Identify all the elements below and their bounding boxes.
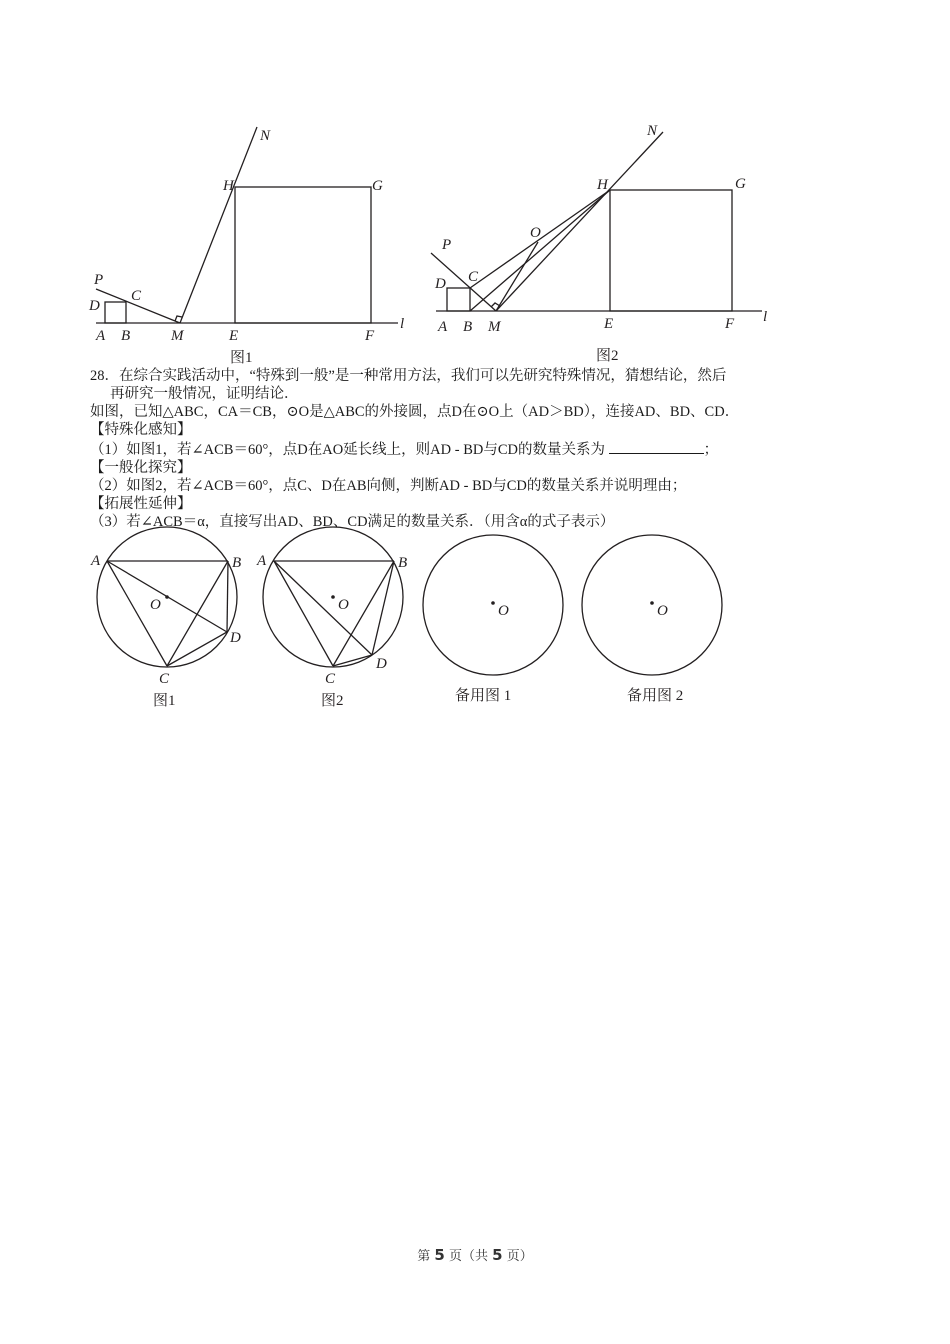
label-P: P [94,272,104,288]
question-intro-1 [90,367,880,385]
label-C: C [159,671,170,687]
label-O: O [150,597,161,613]
label-H: H [223,178,234,194]
section-title-special: 【特殊化感知】 [90,422,192,438]
label-O: O [498,603,509,619]
page-number: 5 [434,1246,445,1264]
label-A: A [257,553,267,569]
question-28 [90,367,880,531]
label-l: l [763,309,768,325]
label-C: C [468,269,479,285]
label-O: O [657,603,668,619]
label-F: F [725,316,735,332]
label-M: M [488,319,501,335]
label-B: B [398,555,408,571]
label-D: D [376,656,387,672]
part-1 [90,439,880,459]
answer-blank[interactable] [609,439,704,454]
question-given: 如图，已知△ABC，CA＝CB，⊙O是△ABC的外接圆，点D在⊙O上（AD＞BD），连接AD、BD、CD． [90,404,740,420]
label-G: G [372,178,383,194]
total-pages: 5 [492,1246,503,1264]
figure-caption: 图2 [321,693,344,709]
figure-caption: 图1 [153,693,176,709]
label-E: E [604,316,614,332]
question-number: 28． [90,368,119,384]
label-B: B [232,555,242,571]
figure-caption: 图2 [596,348,619,364]
label-G: G [735,176,746,192]
label-C: C [325,671,336,687]
part-2: （2）如图2，若∠ACB＝60°，点C、D在AB向侧，判断AD - BD与CD的数量关系并说明理由； [90,478,687,494]
circle-figures [85,525,745,720]
intro-text: 在综合实践活动中，“特殊到一般”是一种常用方法，我们可以先研究特殊情况，猜想结论，然后 [119,368,727,384]
figure-caption: 备用图 1 [455,688,512,704]
section-title-general: 【一般化探究】 [90,460,192,476]
label-D: D [230,630,241,646]
figure-2-top [420,115,780,370]
footer-suffix: 页） [506,1249,533,1264]
figure-caption: 备用图 2 [627,688,684,704]
footer-prefix: 第 [417,1249,431,1264]
section-title-extension: 【拓展性延伸】 [90,496,192,512]
figure-1-top [80,120,420,370]
label-D: D [435,276,446,292]
label-E: E [229,328,239,344]
label-O: O [530,225,541,241]
label-D: D [89,298,100,314]
page-footer [0,1245,950,1264]
question-intro-2: 再研究一般情况，证明结论． [110,386,299,402]
part-3: （3）若∠ACB＝α，直接写出AD、BD、CD满足的数量关系．（用含α的式子表示） [90,514,615,530]
label-A: A [96,328,106,344]
label-B: B [121,328,131,344]
figure-caption: 图1 [230,350,253,366]
label-N: N [260,128,271,144]
label-P: P [442,237,452,253]
label-C: C [131,288,142,304]
label-M: M [171,328,184,344]
label-H: H [597,177,608,193]
label-N: N [647,123,658,139]
label-O: O [338,597,349,613]
footer-mid: 页（共 [448,1249,488,1264]
part-1-end: ； [703,442,719,458]
label-l: l [400,316,405,332]
label-A: A [91,553,101,569]
label-F: F [365,328,375,344]
label-A: A [438,319,448,335]
part-1-text: （1）如图1，若∠ACB＝60°，点D在AO延长线上，则AD - BD与CD的数量关系为 [90,442,605,458]
label-B: B [463,319,473,335]
